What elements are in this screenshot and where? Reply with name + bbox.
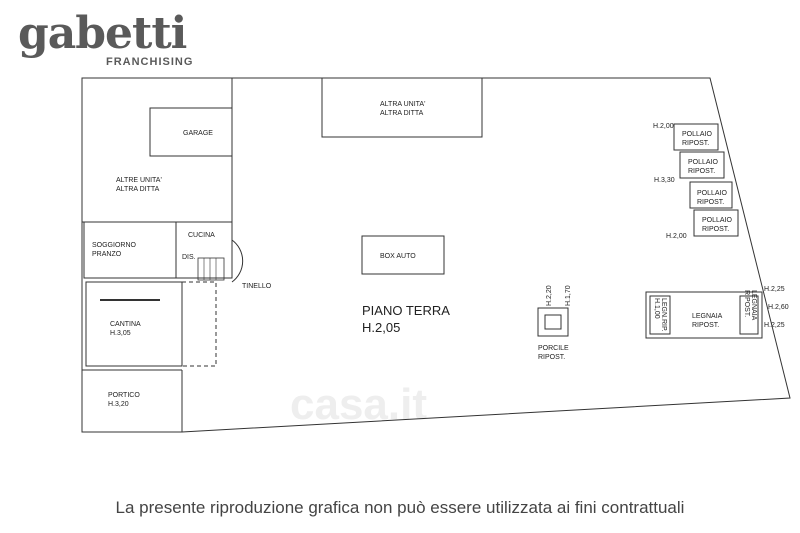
label-dis: DIS. — [182, 254, 196, 261]
label-box-auto: BOX AUTO — [380, 253, 416, 260]
label-porcile-h1: H.2,20 — [546, 285, 553, 306]
label-piano-terra: PIANO TERRA — [362, 303, 450, 318]
label-portico-height: H.3,20 — [108, 401, 129, 408]
label-pollaio2: POLLAIO — [688, 159, 718, 166]
watermark: casa.it — [290, 380, 427, 429]
label-pollaio3-ripost: RIPOST. — [697, 199, 725, 206]
label-pollaio2-height: H.3,30 — [654, 177, 675, 184]
label-altra-ditta: ALTRA DITTA — [116, 186, 160, 193]
disclaimer-text: La presente riproduzione grafica non può essere utilizzata ai fini contrattuali — [115, 498, 685, 517]
label-altra-ditta-top: ALTRA DITTA — [380, 110, 424, 117]
porcile-room — [538, 308, 568, 336]
label-cucina: CUCINA — [188, 232, 215, 239]
label-pollaio4-height: H.2,00 — [666, 233, 687, 240]
label-portico: PORTICO — [108, 392, 140, 399]
logo-subtitle: FRANCHISING — [106, 56, 194, 68]
label-tinello: TINELLO — [242, 283, 272, 290]
label-legnaia: LEGNAIA — [692, 313, 723, 320]
label-soggiorno: SOGGIORNO — [92, 242, 136, 249]
label-h225-a: H.2,25 — [764, 286, 785, 293]
label-legnaia-side-ripost: RIPOST. — [743, 290, 750, 318]
label-garage: GARAGE — [183, 130, 213, 137]
logo-wordmark: gabetti — [18, 8, 187, 59]
label-cantina: CANTINA — [110, 321, 141, 328]
label-pollaio4: POLLAIO — [702, 217, 732, 224]
label-porcile: PORCILE — [538, 345, 569, 352]
label-porcile-h2: H.1,70 — [565, 285, 572, 306]
label-pollaio4-ripost: RIPOST. — [702, 226, 730, 233]
label-legnaia-ripost: RIPOST. — [692, 322, 720, 329]
label-piano-terra-height: H.2,05 — [362, 320, 401, 335]
label-pollaio1: POLLAIO — [682, 131, 712, 138]
label-h260: H.2,60 — [768, 304, 789, 311]
label-legnaia-side: LEGNAIA — [750, 290, 757, 321]
label-altra-unita: ALTRA UNITA' — [380, 101, 426, 108]
label-altre-unita: ALTRE UNITA' — [116, 177, 162, 184]
label-pollaio1-ripost: RIPOST. — [682, 140, 710, 147]
label-pollaio3: POLLAIO — [697, 190, 727, 197]
label-pranzo: PRANZO — [92, 251, 122, 258]
soggiorno-room — [84, 222, 176, 278]
label-cantina-height: H.3,05 — [110, 330, 131, 337]
label-porcile-ripost: RIPOST. — [538, 354, 566, 361]
label-h225-b: H.2,25 — [764, 322, 785, 329]
label-legn-rip: LEGN.RIP. — [660, 298, 667, 332]
label-legn-rip-height: H.1,00 — [653, 298, 660, 319]
label-pollaio1-height: H.2,00 — [653, 123, 674, 130]
label-pollaio2-ripost: RIPOST. — [688, 168, 716, 175]
